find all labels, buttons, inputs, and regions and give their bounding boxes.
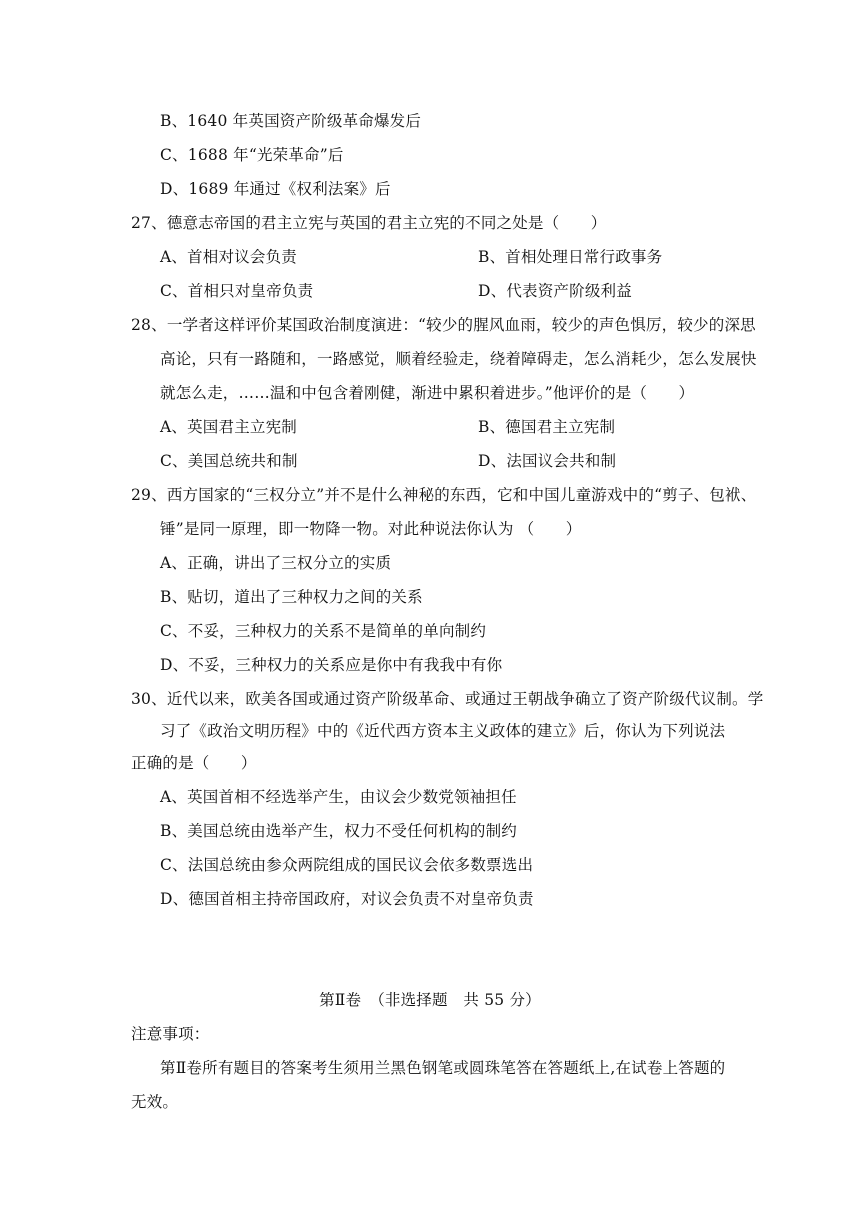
notice-heading: 注意事项： xyxy=(131,1025,210,1043)
question-29-option-b: B、贴切，道出了三种权力之间的关系 xyxy=(160,588,423,606)
question-29-option-d: D、不妥，三种权力的关系应是你中有我我中有你 xyxy=(160,656,503,674)
question-30-stem-line-2: 习了《政治文明历程》中的《近代西方资本主义政体的建立》后，你认为下列说法 xyxy=(160,722,726,740)
question-28-option-a: A、英国君主立宪制 xyxy=(160,418,297,436)
question-29-stem-line-2: 锤”是同一原理，即一物降一物。对此种说法你认为 （ ） xyxy=(160,520,582,538)
question-30-stem-line-3: 正确的是（ ） xyxy=(131,754,257,772)
option-c-prev: C、1688 年“光荣革命”后 xyxy=(160,146,344,164)
section-2-title: 第Ⅱ卷 （非选择题 共 55 分） xyxy=(319,991,541,1009)
question-27-option-d: D、代表资产阶级利益 xyxy=(478,282,632,300)
question-30-option-a: A、英国首相不经选举产生，由议会少数党领袖担任 xyxy=(160,788,517,806)
notice-text-line-2: 无效。 xyxy=(131,1093,179,1111)
notice-text-line-1: 第Ⅱ卷所有题目的答案考生须用兰黑色钢笔或圆珠笔答在答题纸上,在试卷上答题的 xyxy=(160,1059,726,1077)
question-28-stem-line-2: 高论，只有一路随和，一路感觉，顺着经验走，绕着障碍走，怎么消耗少，怎么发展快 xyxy=(160,350,757,368)
question-30-option-c: C、法国总统由参众两院组成的国民议会依多数票选出 xyxy=(160,856,534,874)
question-28-option-b: B、德国君主立宪制 xyxy=(478,418,616,436)
question-28-stem-line-3: 就怎么走，……温和中包含着刚健，渐进中累积着进步。”他评价的是（ ） xyxy=(160,384,695,402)
option-b-prev: B、1640 年英国资产阶级革命爆发后 xyxy=(160,112,422,130)
question-29-stem-line-1: 29、西方国家的“三权分立”并不是什么神秘的东西，它和中国儿童游戏中的“剪子、包袱、 xyxy=(131,486,757,504)
question-30-option-b: B、美国总统由选举产生，权力不受任何机构的制约 xyxy=(160,822,517,840)
question-29-option-c: C、不妥，三种权力的关系不是简单的单向制约 xyxy=(160,622,487,640)
question-28-stem-line-1: 28、一学者这样评价某国政治制度演进：“较少的腥风血雨，较少的声色惧厉，较少的深思 xyxy=(131,316,756,334)
question-29-option-a: A、正确，讲出了三权分立的实质 xyxy=(160,554,392,572)
option-d-prev: D、1689 年通过《权利法案》后 xyxy=(160,180,391,198)
question-27-option-c: C、首相只对皇帝负责 xyxy=(160,282,314,300)
question-27-stem: 27、德意志帝国的君主立宪与英国的君主立宪的不同之处是（ ） xyxy=(131,214,607,232)
question-27-option-a: A、首相对议会负责 xyxy=(160,248,297,266)
question-28-option-c: C、美国总统共和制 xyxy=(160,452,298,470)
question-30-stem-line-1: 30、近代以来，欧美各国或通过资产阶级革命、或通过王朝战争确立了资产阶级代议制。学 xyxy=(131,690,764,708)
question-28-option-d: D、法国议会共和制 xyxy=(478,452,617,470)
question-27-option-b: B、首相处理日常行政事务 xyxy=(478,248,663,266)
question-30-option-d: D、德国首相主持帝国政府，对议会负责不对皇帝负责 xyxy=(160,890,534,908)
